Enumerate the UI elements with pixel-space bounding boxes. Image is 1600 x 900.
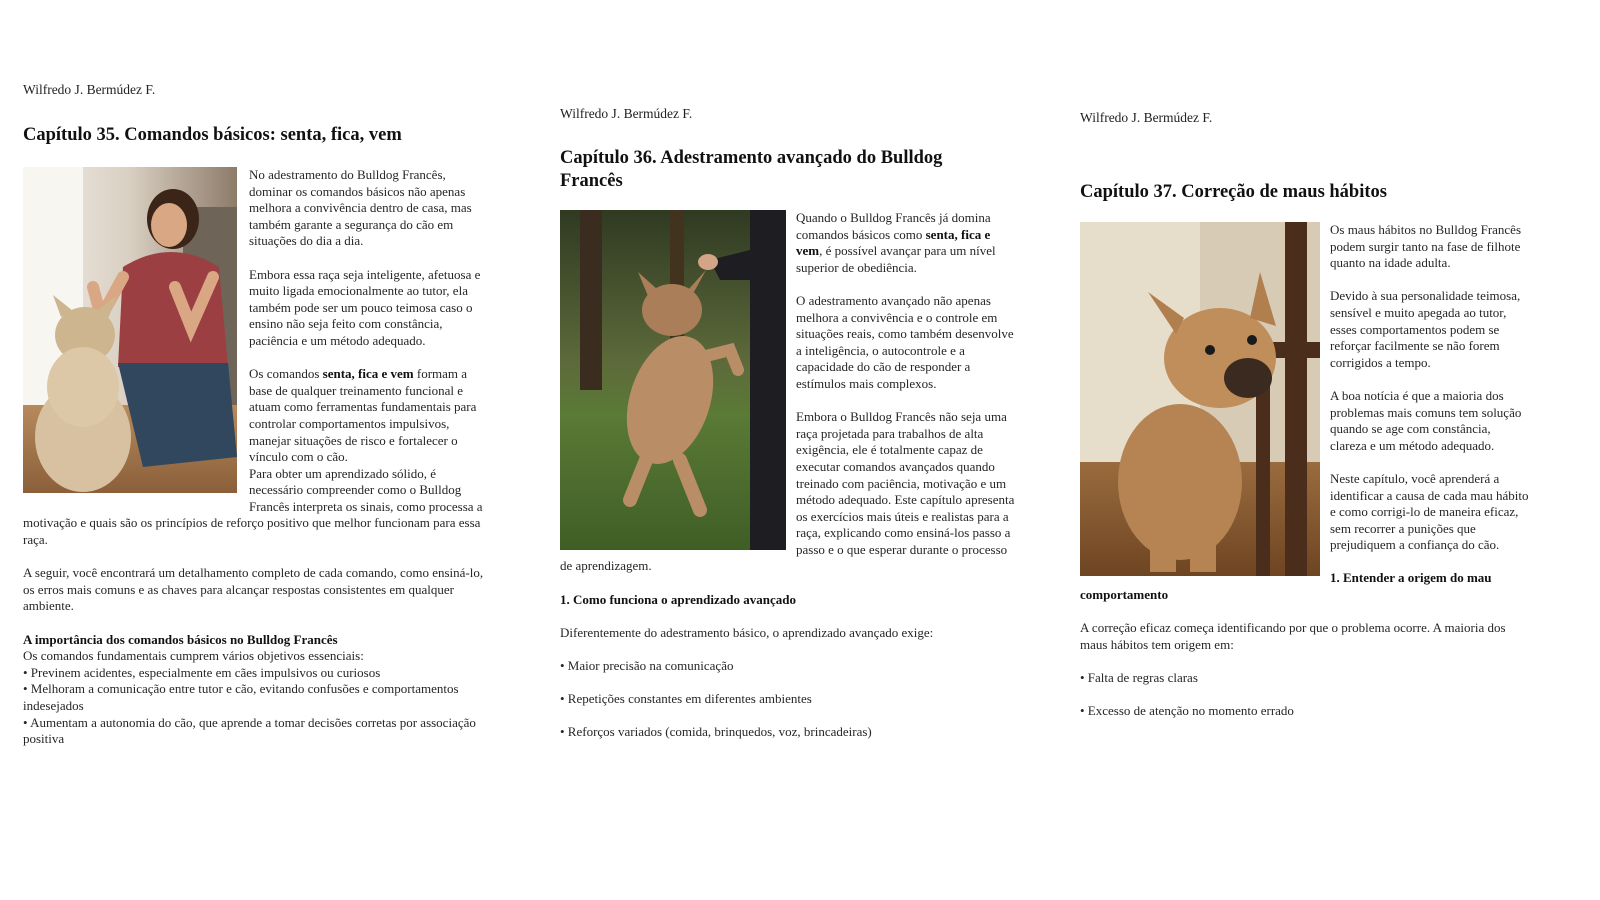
author-name: Wilfredo J. Bermúdez F. [560,106,693,121]
chapter-title: Capítulo 36. Adestramento avançado do Bulldog Francês [560,148,943,191]
bullet-item: • Maior precisão na comunicação [560,658,734,674]
paragraph: Devido à sua personalidade teimosa, sensível e muito apegada ao tutor, esses comportamentos podem se reforçar facilmente se não forem corrigidos a tempo. [1330,288,1521,370]
paragraph: No adestramento do Bulldog Francês, dominar os comandos básicos não apenas melhora a convivência dentro de casa, mas também garante a segurança do cão em situações do dia a dia. [249,167,472,249]
bullet-item: • Excesso de atenção no momento errado [1080,703,1294,719]
bulldog-jumping-image [560,210,786,550]
bullet-item: • Previnem acidentes, especialmente em cães impulsivos ou curiosos [23,664,381,680]
section-heading: 1. Como funciona o aprendizado avançado [560,591,796,607]
woman-training-bulldog-image [23,167,237,493]
paragraph: Embora essa raça seja inteligente, afetuosa e muito ligada emocionalmente ao tutor, ela também pode ser um pouco teimosa caso o ensino não seja feito com constância, paciência e um método adequado. [249,266,481,348]
paragraph: A correção eficaz começa identificando por que o problema ocorre. A maioria dos maus hábitos tem origem em: [1080,620,1506,652]
page-chapter-36 [560,0,1025,900]
chapter-body [560,210,1015,741]
author-name: Wilfredo J. Bermúdez F. [1080,110,1213,125]
page-chapter-35 [23,0,493,900]
section-heading: 1. Entender a origem do mau comportamento [1080,570,1492,603]
paragraph: Os comandos fundamentais cumprem vários objetivos essenciais: [23,648,364,664]
bullet-item: • Repetições constantes em diferentes ambientes [560,691,812,707]
bullet-item: • Falta de regras claras [1080,670,1198,686]
paragraph: Diferentemente do adestramento básico, o aprendizado avançado exige: [560,624,934,640]
paragraph: Para obter um aprendizado sólido, é necessário compreender como o Bulldog Francês interpreta os sinais, como processa a motivação e quais são os princípios de reforço positivo que melhor funcionam para essa raça. [23,465,483,548]
bold-commands: senta, fica e vem [322,366,414,382]
bulldog-chewing-chair-image [1080,222,1320,576]
section-heading: A importância dos comandos básicos no Bulldog Francês [23,631,338,647]
paragraph: Os comandos senta, fica e vem formam a base de qualquer treinamento funcional e atuam como ferramentas fundamentais para controlar comportamentos impulsivos, manejar situações de risco e fortalecer o vínculo com o cão. [249,366,477,465]
bullet-item: • Reforços variados (comida, brinquedos, voz, brincadeiras) [560,724,872,740]
chapter-body [23,167,485,748]
bold-commands: senta, fica e vem [796,226,991,259]
paragraph: Os maus hábitos no Bulldog Francês podem surgir tanto na fase de filhote quanto na idade adulta. [1330,222,1522,271]
paragraph: Embora o Bulldog Francês não seja uma raça projetada para trabalhos de alta exigência, ele é totalmente capaz de executar comandos avançados quando treinado com paciência, motivação e um método adequado. Este capítulo apresenta os exercícios mais úteis e realistas para a raça, explicando como ensiná-los passo a passo e o que esperar durante o processo de aprendizagem. [560,409,1015,574]
paragraph: Neste capítulo, você aprenderá a identificar a causa de cada mau hábito e como corrigi-lo de maneira eficaz, sem recorrer a punições que prejudiquem a confiança do cão. [1330,470,1529,553]
author-name: Wilfredo J. Bermúdez F. [23,82,156,97]
page-chapter-37 [1080,0,1540,900]
chapter-body [1080,222,1530,720]
bullet-item: • Aumentam a autonomia do cão, que aprende a tomar decisões corretas por associação positiva [23,714,476,747]
paragraph: A seguir, você encontrará um detalhamento completo de cada comando, como ensiná-lo, os erros mais comuns e as chaves para alcançar respostas consistentes em qualquer ambiente. [23,565,484,614]
bullet-item: • Melhoram a comunicação entre tutor e cão, evitando confusões e comportamentos indesejados [23,681,459,713]
paragraph: A boa notícia é que a maioria dos problemas mais comuns tem solução quando se age com constância, clareza e um método adequado. [1330,387,1522,453]
chapter-title: Capítulo 37. Correção de maus hábitos [1080,182,1387,202]
paragraph: O adestramento avançado não apenas melhora a convivência e o controle em situações reais, como também desenvolve a inteligência, o autocontrole e a capacidade do cão de responder a estímulos mais complexos. [796,292,1014,391]
paragraph: Quando o Bulldog Francês já domina comandos básicos como senta, fica e vem, é possível avançar para um nível superior de obediência. [796,210,996,275]
chapter-title: Capítulo 35. Comandos básicos: senta, fica, vem [23,125,402,145]
